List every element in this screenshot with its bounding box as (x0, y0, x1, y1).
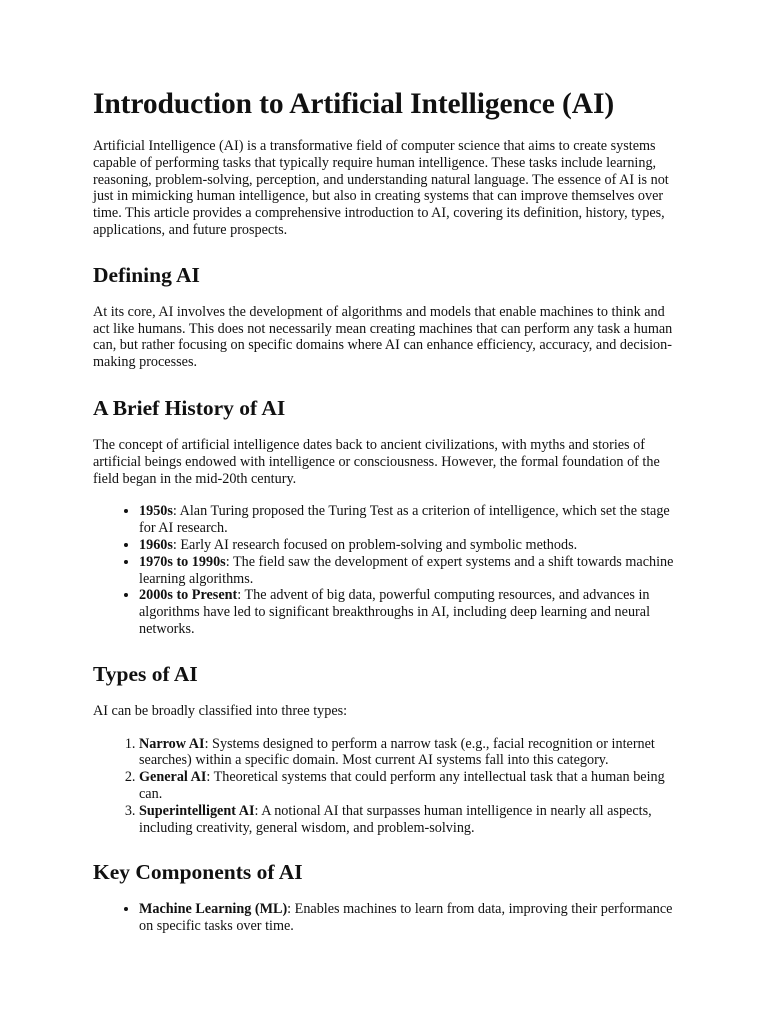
document-page (93, 84, 683, 935)
list-item-text: : A notional AI that surpasses human intelligence in nearly all aspects, including creativity, general wisdom, and problem-solving. (139, 802, 652, 836)
types-item-general-ai (139, 769, 683, 803)
list-item-term: 1960s (139, 536, 173, 553)
history-paragraph: The concept of artificial intelligence dates back to ancient civilizations, with myths and stories of artificial beings endowed with intelligence or consciousness. However, the formal foundation of the field began in the mid-20th century. (93, 436, 660, 487)
defining-ai-heading: Defining AI (93, 262, 200, 287)
list-item-text: : Theoretical systems that could perform any intellectual task that a human being can. (139, 769, 665, 802)
list-item-term: Superintelligent AI (139, 802, 255, 819)
list-item-text: : Alan Turing proposed the Turing Test as a criterion of intelligence, which set the stage for AI research. (139, 503, 670, 537)
components-list (93, 901, 683, 935)
list-item-term: General AI (139, 769, 207, 786)
history-item-2000s-present (139, 587, 683, 637)
list-item-term: Machine Learning (ML) (139, 901, 288, 918)
list-item-text: : Systems designed to perform a narrow task (e.g., facial recognition or internet searches) within a specific domain. Most current AI systems fall into this category. (139, 735, 655, 769)
list-item-term: 1950s (139, 503, 173, 520)
page-title: Introduction to Artificial Intelligence (AI) (93, 88, 615, 120)
types-paragraph: AI can be broadly classified into three types: (93, 702, 348, 719)
types-heading: Types of AI (93, 661, 198, 686)
list-item-term: 2000s to Present (139, 587, 238, 604)
list-item-term: Narrow AI (139, 735, 205, 752)
list-item-text: : Enables machines to learn from data, improving their performance on specific tasks over time. (139, 901, 673, 935)
history-item-1970s-1990s (139, 554, 683, 588)
history-list (93, 503, 683, 637)
list-item-text: : Early AI research focused on problem-solving and symbolic methods. (172, 536, 578, 553)
list-item-term: 1970s to 1990s (139, 553, 226, 570)
history-item-1950s (139, 503, 683, 537)
types-item-narrow-ai (139, 736, 683, 770)
history-heading: A Brief History of AI (93, 395, 286, 420)
list-item-text: : The advent of big data, powerful computing resources, and advances in algorithms have led to significant breakthroughs in AI, including deep learning and neural networks. (139, 587, 651, 637)
history-item-1960s (139, 537, 683, 554)
components-heading: Key Components of AI (93, 860, 303, 885)
defining-ai-paragraph: At its core, AI involves the development of algorithms and models that enable machines to think and act like humans. This does not necessarily mean creating machines that can perform any task a human can, but rather focusing on specific domains where AI can enhance efficiency, accuracy, and decision-making processes. (93, 303, 673, 371)
components-item-ml (139, 901, 683, 935)
types-item-superintelligent-ai (139, 803, 683, 837)
types-list (93, 736, 683, 837)
list-item-text: : The field saw the development of expert systems and a shift towards machine learning algorithms. (139, 553, 674, 587)
intro-paragraph: Artificial Intelligence (AI) is a transformative field of computer science that aims to create systems capable of performing tasks that typically require human intelligence. These tasks include learning, reasoning, problem-solving, perception, and understanding natural language. The essence of AI is not just in mimicking human intelligence, but also in creating systems that can improve themselves over time. This article provides a comprehensive introduction to AI, covering its definition, history, types, applications, and future prospects. (93, 138, 669, 238)
